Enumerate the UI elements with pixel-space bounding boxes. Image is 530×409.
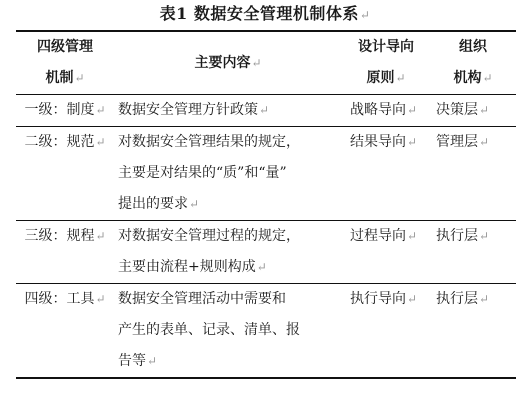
mechanism-table — [16, 30, 516, 379]
cell-content: 对数据安全管理过程的规定， 主要由流程+规则构成↵ — [114, 221, 342, 284]
caption-text: 表1 数据安全管理机制体系 — [159, 4, 359, 23]
cell-content: 数据安全管理活动中需要和 产生的表单、记录、清单、报 告等↵ — [114, 284, 342, 379]
paragraph-mark-icon: ↵ — [359, 8, 371, 22]
cell-principle: 战略导向↵ — [342, 95, 430, 127]
header-level-line2: 机制↵ — [45, 70, 85, 86]
cell-principle: 过程导向↵ — [342, 221, 430, 284]
table-row — [16, 127, 516, 221]
table-row — [16, 95, 516, 127]
header-org-line1: 组织 — [459, 39, 487, 55]
table-row — [16, 221, 516, 284]
header-content: 主要内容↵ — [114, 31, 342, 95]
header-org-line2: 机构↵ — [453, 70, 493, 86]
header-level — [16, 31, 114, 95]
header-principle-line2: 原则↵ — [366, 70, 406, 86]
cell-content: 对数据安全管理结果的规定， 主要是对结果的“质”和“量” 提出的要求↵ — [114, 127, 342, 221]
header-level-line1: 四级管理 — [37, 39, 93, 55]
header-org — [430, 31, 516, 95]
cell-level: 四级：工具↵ — [16, 284, 114, 379]
cell-org: 管理层↵ — [430, 127, 516, 221]
cell-org: 执行层↵ — [430, 221, 516, 284]
header-principle — [342, 31, 430, 95]
cell-principle: 结果导向↵ — [342, 127, 430, 221]
cell-level: 一级：制度↵ — [16, 95, 114, 127]
cell-org: 决策层↵ — [430, 95, 516, 127]
table-row — [16, 284, 516, 379]
cell-org: 执行层↵ — [430, 284, 516, 379]
table-caption — [0, 2, 530, 27]
cell-content: 数据安全管理方针政策↵ — [114, 95, 342, 127]
header-principle-line1: 设计导向 — [358, 39, 414, 55]
table-header-row — [16, 31, 516, 95]
cell-level: 二级：规范↵ — [16, 127, 114, 221]
cell-principle: 执行导向↵ — [342, 284, 430, 379]
cell-level: 三级：规程↵ — [16, 221, 114, 284]
